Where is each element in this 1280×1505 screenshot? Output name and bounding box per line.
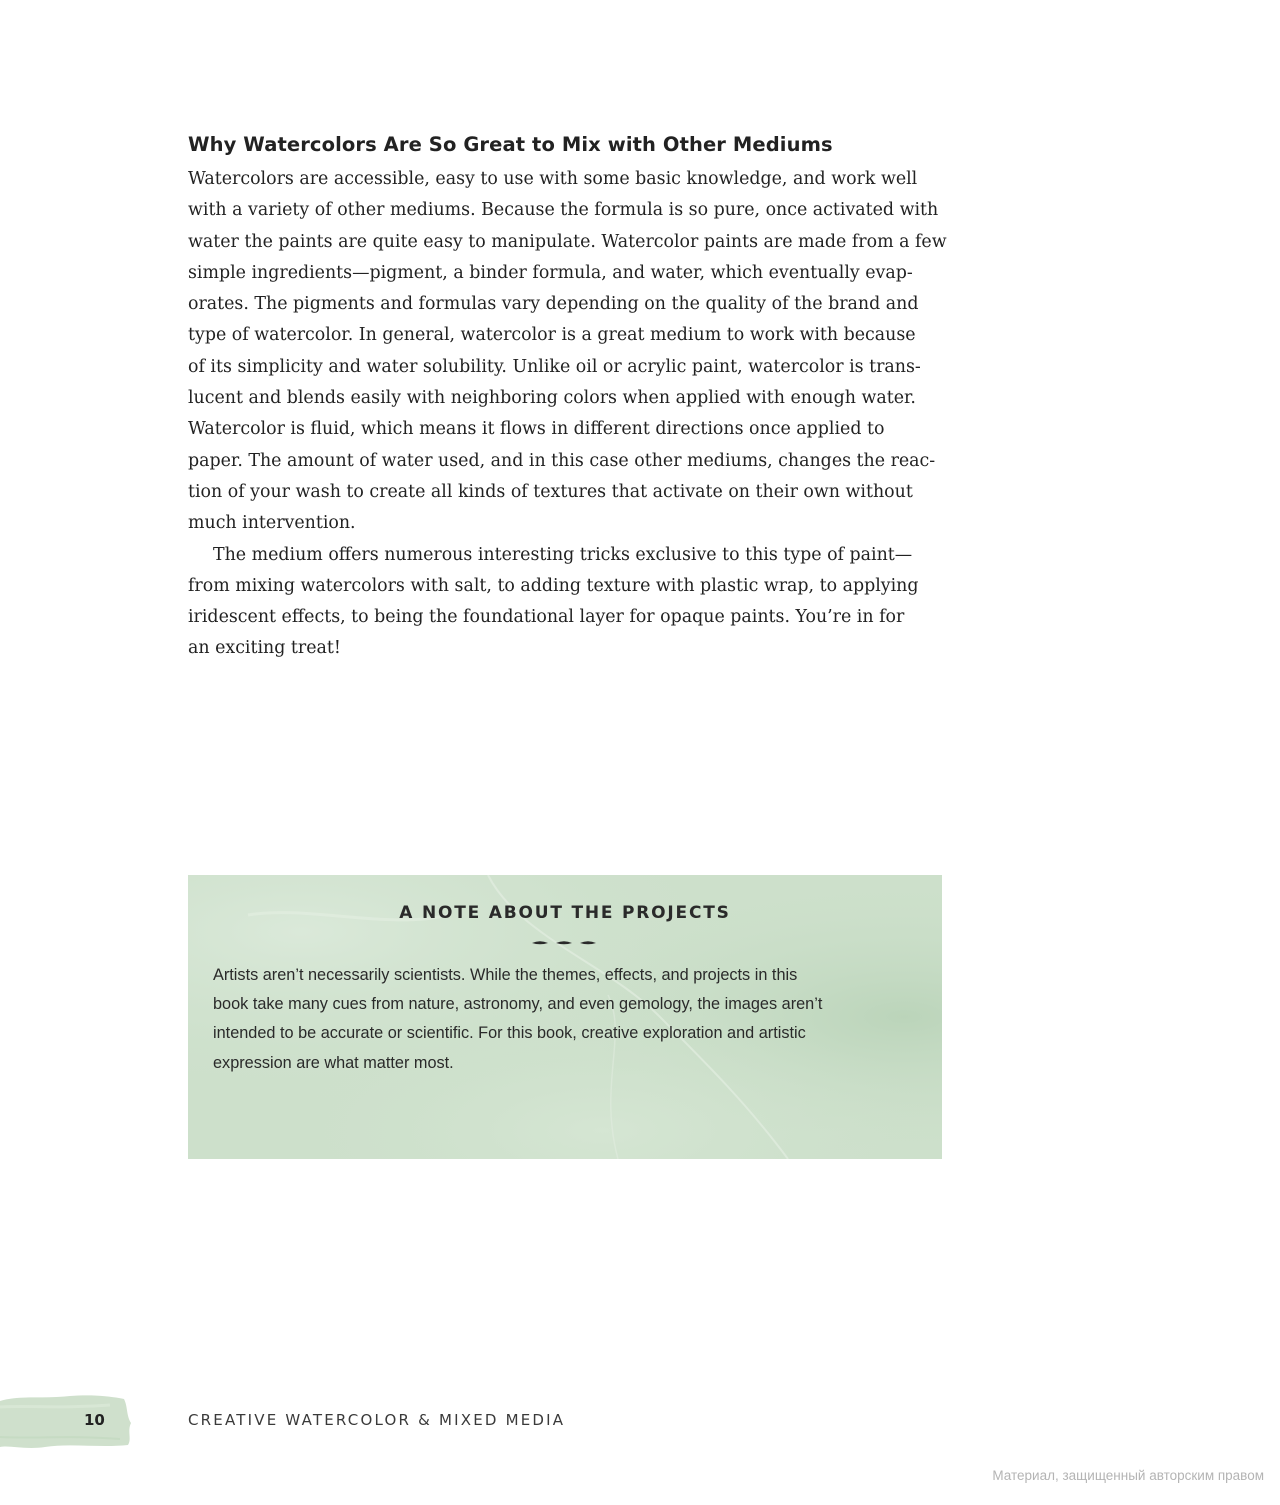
text-line: simple ingredients—pigment, a binder formula, and water, which eventually evap- bbox=[188, 262, 913, 283]
text-line: orates. The pigments and formulas vary depending on the quality of the brand and bbox=[188, 294, 919, 315]
ornament-divider-icon bbox=[530, 938, 600, 948]
note-text bbox=[213, 961, 923, 1078]
text-line: tion of your wash to create all kinds of textures that activate on their own without bbox=[188, 481, 913, 502]
text-line: paper. The amount of water used, and in this case other mediums, changes the reac- bbox=[188, 450, 936, 471]
note-line: intended to be accurate or scientific. For this book, creative exploration and artistic bbox=[213, 1024, 806, 1043]
text-line: an exciting treat! bbox=[188, 638, 341, 659]
text-line: water the paints are quite easy to manipulate. Watercolor paints are made from a few bbox=[188, 231, 947, 252]
text-line: lucent and blends easily with neighboring colors when applied with enough water. bbox=[188, 388, 916, 409]
text-line: type of watercolor. In general, watercolor is a great medium to work with because bbox=[188, 325, 916, 346]
section-heading: Why Watercolors Are So Great to Mix with Other Mediums bbox=[188, 133, 833, 156]
copyright-watermark: Материал, защищенный авторским правом bbox=[992, 1468, 1264, 1483]
body-text bbox=[188, 164, 948, 665]
note-line: Artists aren’t necessarily scientists. While the themes, effects, and projects in this bbox=[213, 966, 798, 984]
text-line: iridescent effects, to being the foundational layer for opaque paints. You’re in for bbox=[188, 607, 905, 628]
note-box bbox=[188, 875, 942, 1159]
text-line: from mixing watercolors with salt, to adding texture with plastic wrap, to applying bbox=[188, 575, 919, 596]
paragraph-2 bbox=[188, 540, 948, 665]
note-line: expression are what matter most. bbox=[213, 1053, 454, 1072]
note-title: A NOTE ABOUT THE PROJECTS bbox=[399, 903, 731, 923]
text-line: much intervention. bbox=[188, 513, 356, 534]
note-line: book take many cues from nature, astronomy, and even gemology, the images aren’t bbox=[213, 995, 823, 1014]
text-line: Watercolors are accessible, easy to use with some basic knowledge, and work well bbox=[188, 169, 918, 189]
text-line: with a variety of other mediums. Because the formula is so pure, once activated with bbox=[188, 200, 939, 221]
page-number: 10 bbox=[84, 1411, 105, 1429]
page-number-brush-stroke bbox=[0, 1393, 136, 1451]
text-line: The medium offers numerous interesting tricks exclusive to this type of paint— bbox=[213, 544, 913, 565]
text-line: of its simplicity and water solubility. Unlike oil or acrylic paint, watercolor is trans- bbox=[188, 356, 921, 377]
text-line: Watercolor is fluid, which means it flows in different directions once applied to bbox=[188, 419, 885, 440]
running-title: CREATIVE WATERCOLOR & MIXED MEDIA bbox=[188, 1411, 566, 1429]
paragraph-1 bbox=[188, 164, 948, 540]
